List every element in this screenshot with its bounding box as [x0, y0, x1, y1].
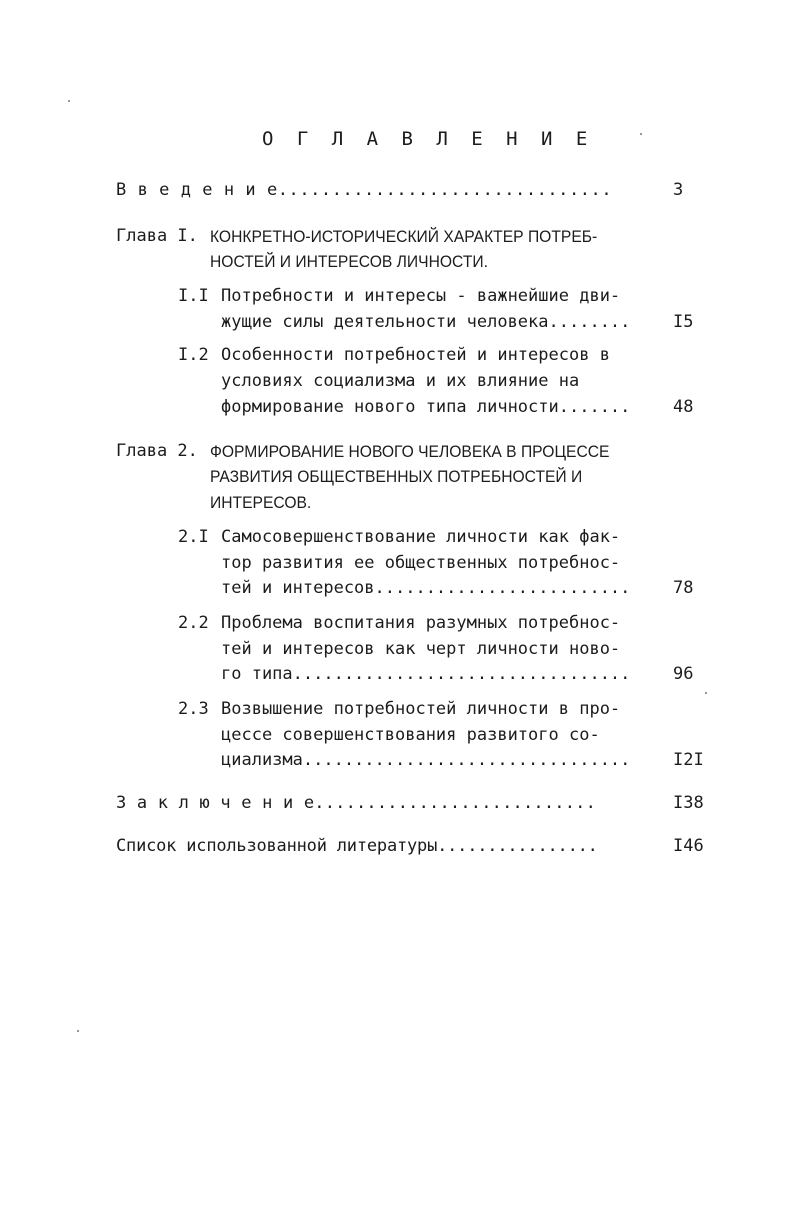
section-1-2-line1: Особенности потребностей и интересов в — [221, 345, 610, 365]
section-1-1-number: I.I — [178, 286, 209, 306]
chapter2-title-line1: ФОРМИРОВАНИЕ НОВОГО ЧЕЛОВЕКА В ПРОЦЕССЕ — [210, 442, 610, 461]
scan-speck — [77, 1030, 79, 1032]
section-1-1-line1: Потребности и интересы - важнейшие дви- — [221, 286, 621, 306]
scan-speck — [68, 100, 70, 102]
section-2-1-line3: тей и интересов......................... — [221, 578, 631, 598]
section-2-2-number: 2.2 — [178, 613, 209, 633]
page-number-intro: 3 — [673, 180, 684, 200]
section-2-2-line2: тей и интересов как черт личности ново- — [221, 639, 621, 659]
page-number-1-2: 48 — [673, 397, 694, 417]
section-2-1-number: 2.I — [178, 527, 209, 547]
chapter1-title-line1: КОНКРЕТНО-ИСТОРИЧЕСКИЙ ХАРАКТЕР ПОТРЕБ- — [210, 227, 598, 246]
chapter2-title-line3: ИНТЕРЕСОВ. — [210, 493, 312, 512]
toc-entry-conclusion: З а к л ю ч е н и е........................... — [116, 793, 597, 813]
chapter2-label: Глава 2. — [116, 441, 198, 461]
section-2-1-line2: тор развития ее общественных потребнос- — [221, 553, 621, 573]
chapter1-title-line2: НОСТЕЙ И ИНТЕРЕСОВ ЛИЧНОСТИ. — [210, 252, 488, 271]
section-2-3-line1: Возвышение потребностей личности в про- — [221, 699, 621, 719]
section-2-2-line3: го типа................................. — [221, 664, 631, 684]
page-number-1-1: I5 — [673, 312, 694, 332]
section-2-3-line2: цессе совершенствования развитого со- — [221, 725, 600, 745]
section-2-3-number: 2.3 — [178, 699, 209, 719]
scan-speck — [640, 133, 642, 135]
page-number-2-2: 96 — [673, 664, 694, 684]
page-number-2-3: I2I — [673, 750, 704, 770]
page-title: О Г Л А В Л Е Н И Е — [262, 128, 594, 150]
toc-entry-bibliography: Список использованной литературы................ — [116, 836, 598, 856]
section-1-2-line3: формирование нового типа личности....... — [221, 397, 631, 417]
section-2-1-line1: Самосовершенствование личности как фак- — [221, 527, 621, 547]
chapter2-title-line2: РАЗВИТИЯ ОБЩЕСТВЕННЫХ ПОТРЕБНОСТЕЙ И — [210, 467, 583, 486]
section-1-1-line2: жущие силы деятельности человека........ — [221, 312, 631, 332]
toc-entry-intro: В в е д е н и е............................... — [116, 180, 613, 200]
chapter1-label: Глава I. — [116, 226, 198, 246]
page-number-conclusion: I38 — [673, 793, 704, 813]
scan-speck — [705, 692, 707, 694]
section-1-2-line2: условиях социализма и их влияние на — [221, 371, 580, 391]
section-1-2-number: I.2 — [178, 345, 209, 365]
page-number-bibliography: I46 — [673, 836, 704, 856]
page-number-2-1: 78 — [673, 578, 694, 598]
section-2-2-line1: Проблема воспитания разумных потребнос- — [221, 613, 621, 633]
section-2-3-line3: циализма................................ — [221, 750, 631, 770]
